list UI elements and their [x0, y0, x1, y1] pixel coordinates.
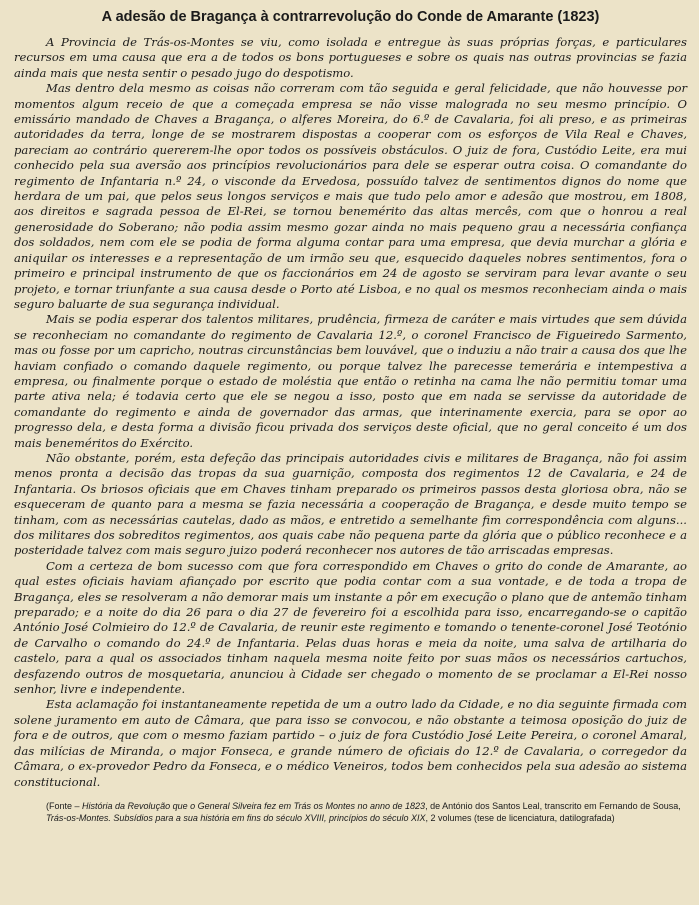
paragraph-2: Mas dentro dela mesmo as coisas não correram com tão seguida e geral felicidade, que não houvesse por momentos algum receio de que a começada empresa se não visse malograda no seu mesmo princípio. O emissário mandado de Chaves a Bragança, o alferes Moreira, do 6.º de Cavalaria, foi ali preso, e as primeiras autoridades da terra, longe de se mostrarem dispostas a cooperar com os esforços de Vila Real e Chaves, pareciam ao contrário quererem-lhe opor todos os possíveis obstáculos. O juiz de fora, Custódio Leite, era mui conhecido pela sua aversão aos princípios revolucionários para dele se esperar outra coisa. O comandante do regimento de Infantaria n.º 24, o visconde da Ervedosa, possuído talvez de sentimentos dignos do nome que herdara de um pai, que pelos seus longos serviços e mais que tudo pelo amor e adesão que mostrou, em 1808, aos direitos e sagrada pessoa de El-Rei, se tornou benemérito das altas mercês, com que o honrou a real generosidade do Soberano; não podia assim mesmo gozar ainda no mais pequeno grau a necessária confiança dos soldados, nem com ele se podia de forma alguma contar para uma empresa, que devia murchar a glória e aniquilar os interesses e a representação de um irmão seu que, esquecido daqueles nobres sentimentos, fora o primeiro e principal instrumento de que os faccionários em 24 de agosto se serviram para levar avante o seu projeto, e tornar triunfante a sua causa desde o Porto até Lisboa, e no qual os mesmos reconheciam ainda o mais seguro baluarte de sua segurança individual. — [14, 81, 687, 311]
source-thesis-title: Trás-os-Montes. Subsídios para a sua história em fins do século XVIII, princípios do século XIX — [46, 813, 426, 824]
document-title: A adesão de Bragança à contrarrevolução do Conde de Amarante (1823) — [101, 9, 600, 25]
source-close: , 2 volumes (tese de licenciatura, datilografada) — [425, 813, 615, 824]
document-body — [14, 35, 687, 790]
paragraph-6: Esta aclamação foi instantaneamente repetida de um a outro lado da Cidade, e no dia seguinte firmada com solene juramento em auto de Câmara, que para isso se convocou, e não obstante a teimosa oposição do juiz de fora e de outros, que com o mesmo faziam partido – o juiz de fora Custódio José Leite Pereira, o coronel Amaral, das milícias de Miranda, o major Fonseca, e grande número de oficiais do 12.º de Cavalaria, o corregedor da Câmara, o ex-provedor Pedro da Fonseca, e o médico Veneiros, todos bem conhecidos pela sua adesão ao sistema constitucional. — [14, 697, 687, 789]
source-open: (Fonte – — [46, 800, 83, 811]
paragraph-3: Mais se podia esperar dos talentos militares, prudência, firmeza de caráter e mais virtudes que sem dúvida se reconheciam no comandante do regimento de Cavalaria 12.º, o coronel Francisco de Figueiredo Sarmento, mas ou fosse por um capricho, noutras circunstâncias bem louvável, que o induziu a não trair a causa dos que lhe haviam confiado o comando daquele regimento, ou porque talvez lhe parecesse temerária e intempestiva a empresa, ou finalmente porque o estado de moléstia que então o retinha na cama lhe não permitiu tomar uma parte ativa nela; é todavia certo que ele se negou a isso, posto que em nada se servisse da autoridade de comandante do regimento e ainda de governador das armas, que interinamente exercia, para se opor ao progresso dela, e desta forma a divisão ficou privada dos serviços deste oficial, que no geral conceito é um dos mais beneméritos do Exército. — [14, 312, 687, 450]
paragraph-1: A Provincia de Trás-os-Montes se viu, como isolada e entregue às suas próprias forças, e particulares recursos em uma causa que era a de todos os bons portugueses e sobre os quais nas outras provincias se fazia ainda mais que nesta sentir o pesado jugo do despotismo. — [14, 35, 687, 80]
paragraph-4: Não obstante, porém, esta defeção das principais autoridades civis e militares de Bragança, não foi assim menos pronta a decisão das tropas da sua guarnição, composta dos regimentos 12 de Cavalaria, e 24 de Infantaria. Os briosos oficiais que em Chaves tinham preparado os primeiros passos desta gloriosa obra, não se esqueceram de quanto para a mesma se fazia necessária a cooperação de Bragança, e desde muito tempo se tinham, com as necessárias cautelas, dado as mãos, e entretido a semelhante fim correspondência com alguns... dos militares dos sobreditos regimentos, aos quais cabe não pequena parte da glória que o público reconhece e a posteridade talvez com mais seguro juizo poderá reconhecer nos autores de tão arriscadas empresas. — [14, 450, 687, 558]
source-citation — [14, 800, 687, 825]
source-work-title: História da Revolução que o General Silveira fez em Trás os Montes no anno de 1823 — [82, 800, 426, 811]
paragraph-5: Com a certeza de bom sucesso com que fora correspondido em Chaves o grito do conde de Amarante, ao qual estes oficiais haviam afiançado por escrito que podia contar com a sua vontade, e de toda a tropa de Bragança, eles se resolveram a não demorar mais um instante a pôr em execução o plano que de antemão tinham preparado; e a noite do dia 26 para o dia 27 de fevereiro foi a escolhida para isso, encarregando-se o capitão António José Colmieiro do 12.º de Cavalaria, de reunir este regimento e tomando o tenente-coronel José Teotónio de Carvalho o comando do 24.º de Infantaria. Pelas duas horas e meia da noite, uma salva de artilharia do castelo, para a qual os associados tinham naquela mesma noite feito por suas mãos os necessários cartuchos, desfazendo outros de mosquetaria, anunciou à Cidade ser chegado o momento de se proclamar a El-Rei nosso senhor, livre e independente. — [14, 558, 687, 697]
source-mid: , de António dos Santos Leal, transcrito em Fernando de Sousa, — [425, 800, 681, 811]
